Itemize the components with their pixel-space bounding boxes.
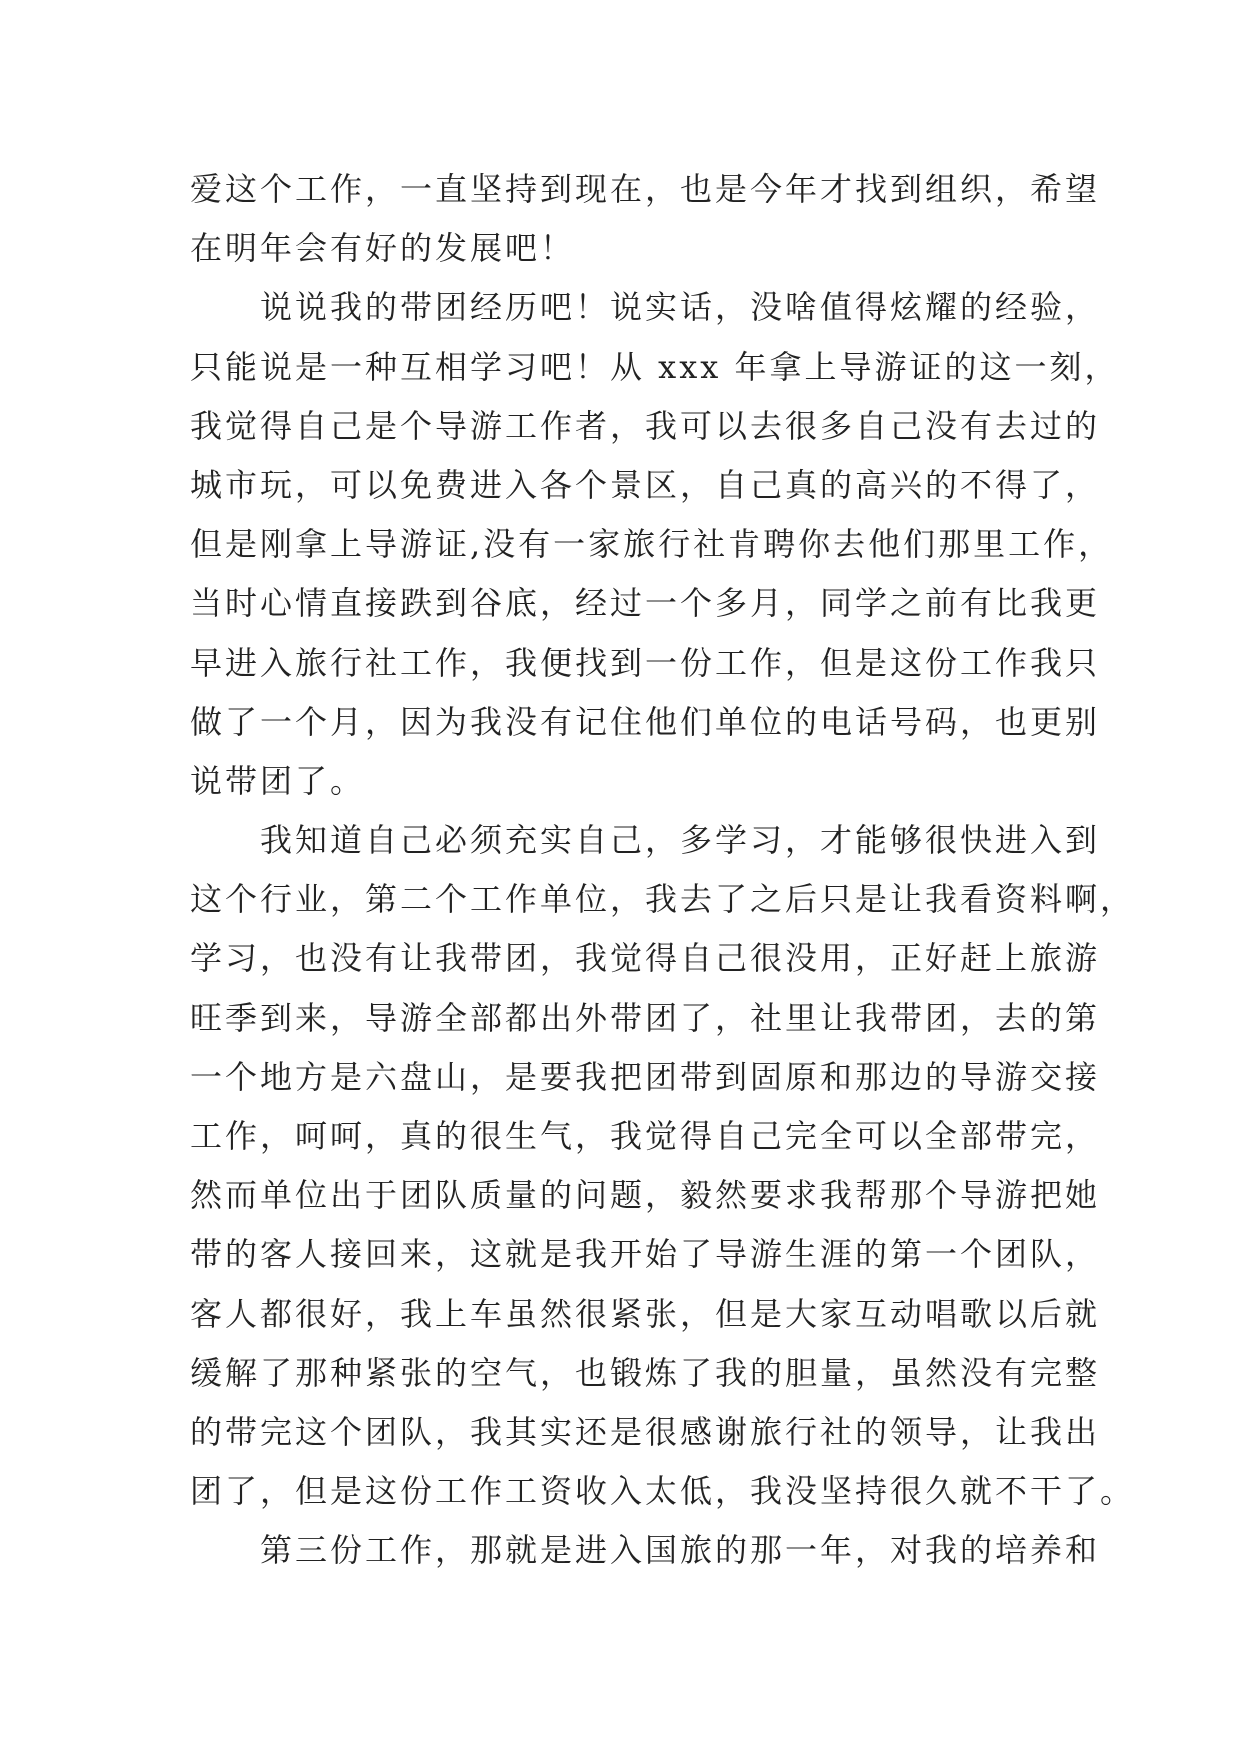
text-line: 说说我的带团经历吧！说实话，没啥值得炫耀的经验， [260, 288, 1101, 327]
text-line: 只能说是一种互相学习吧！从 xxx 年拿上导游证的这一刻， [190, 347, 1120, 386]
text-line: 我觉得自己是个导游工作者，我可以去很多自己没有去过的 [190, 406, 1101, 445]
text-line: 工作，呵呵，真的很生气，我觉得自己完全可以全部带完， [190, 1117, 1101, 1155]
text-line: 在明年会有好的发展吧！ [190, 229, 576, 268]
text-line: 一个地方是六盘山，是要我把团带到固原和那边的导游交接 [190, 1057, 1101, 1096]
text-line: 做了一个月，因为我没有记住他们单位的电话号码，也更别 [190, 702, 1101, 741]
text-line: 早进入旅行社工作，我便找到一份工作，但是这份工作我只 [190, 643, 1101, 682]
text-line: 这个行业，第二个工作单位，我去了之后只是让我看资料啊， [190, 880, 1136, 919]
text-line: 城市玩，可以免费进入各个景区，自己真的高兴的不得了， [190, 465, 1101, 504]
text-line: 然而单位出于团队质量的问题，毅然要求我帮那个导游把她 [190, 1176, 1101, 1215]
text-line: 的带完这个团队，我其实还是很感谢旅行社的领导，让我出 [190, 1412, 1101, 1451]
text-line: 团了，但是这份工作工资收入太低，我没坚持很久就不干了。 [190, 1472, 1136, 1511]
text-line: 旺季到来，导游全部都出外带团了，社里让我带团，去的第 [190, 998, 1101, 1037]
text-line: 但是刚拿上导游证,没有一家旅行社肯聘你去他们那里工作， [190, 525, 1114, 564]
text-line: 说带团了。 [190, 761, 366, 800]
text-line: 爱这个工作，一直坚持到现在，也是今年才找到组织，希望 [190, 170, 1101, 208]
text-line: 第三份工作，那就是进入国旅的那一年，对我的培养和 [260, 1531, 1101, 1570]
text-line: 我知道自己必须充实自己，多学习，才能够很快进入到 [260, 821, 1101, 860]
text-line: 当时心情直接跌到谷底，经过一个多月，同学之前有比我更 [190, 584, 1101, 623]
text-line: 学习，也没有让我带团，我觉得自己很没用，正好赶上旅游 [190, 939, 1101, 978]
body-text [190, 160, 1136, 1581]
text-line: 客人都很好，我上车虽然很紧张，但是大家互动唱歌以后就 [190, 1294, 1101, 1333]
text-line: 带的客人接回来，这就是我开始了导游生涯的第一个团队， [190, 1235, 1101, 1274]
text-line: 缓解了那种紧张的空气，也锻炼了我的胆量，虽然没有完整 [190, 1353, 1101, 1392]
